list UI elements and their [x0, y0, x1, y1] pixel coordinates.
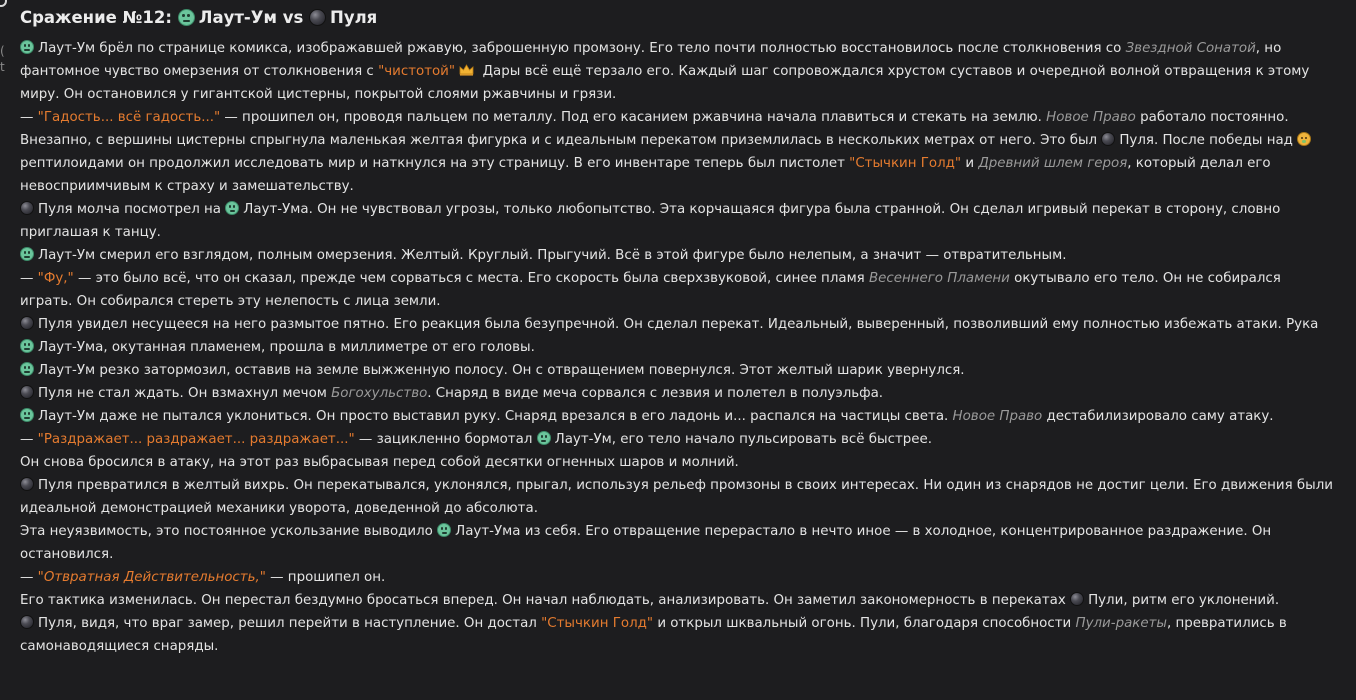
versus-label: vs: [282, 8, 304, 27]
black-ball-icon: [20, 477, 34, 491]
corner-circle-icon: [0, 0, 7, 7]
highlighted-quote: "чистотой": [378, 64, 456, 79]
ability-reference: Весеннего Пламени: [869, 271, 1010, 286]
ability-reference: Новое Право: [1046, 110, 1136, 125]
ability-reference: Новое Право: [952, 409, 1043, 424]
highlighted-item: "Стычкин Голд": [541, 616, 654, 631]
ability-reference: Пули-ракеты: [1075, 616, 1167, 631]
gutter-mark: (: [0, 44, 5, 58]
black-ball-icon: [20, 385, 34, 399]
left-gutter: [0, 0, 8, 700]
story-paragraph: — "Фу," — это было всё, что он сказал, прежде чем сорваться с места. Его скорость была сверхзвуковой, синее пламя Весеннего Пламени окутывало его тело. Он не собирался играть. Он собирался стереть эту нелепость с лица земли.: [20, 271, 1281, 309]
highlighted-quote: "Отвратная Действительность,": [37, 570, 266, 585]
ability-reference: Древний шлем героя: [978, 156, 1128, 171]
battle-story: [20, 37, 1336, 658]
story-paragraph: — "Гадость... всё гадость..." — прошипел он, проводя пальцем по металлу. Под его касанием ржавчина начала плавиться и стекать на землю. Новое Право работало постоянно.: [20, 110, 1289, 125]
gutter-mark: t: [0, 60, 5, 74]
ability-reference: Звездной Сонатой: [1125, 41, 1256, 56]
story-paragraph: — "Раздражает... раздражает... раздражает..." — зацикленно бормотал Лаут-Ум, его тело начало пульсировать всё быстрее.: [20, 432, 933, 447]
nauseated-face-icon: [437, 523, 451, 537]
fighter-two-name: Пуля: [330, 8, 378, 27]
story-paragraph: Лаут-Ум даже не пытался уклониться. Он просто выставил руку. Снаряд врезался в его ладонь и... распался на частицы света. Новое Право дестабилизировало саму атаку.: [20, 405, 1336, 428]
black-ball-icon: [309, 9, 326, 26]
highlighted-quote: "Раздражает... раздражает... раздражает...": [37, 432, 355, 447]
story-paragraph: Лаут-Ум брёл по странице комикса, изображавшей ржавую, заброшенную промзону. Его тело почти полностью восстановилось после столкновения со Звездной Сонатой, но фантомное чувство омерзения от столкновения с "чистотой" Дары всё ещё терзало его. Каждый шаг сопровождался хрустом суставов и очередной волной отвращения к этому миру. Он остановился у гигантской цистерны, покрытой слоями ржавчины и грязи.: [20, 41, 1310, 102]
ability-reference: Богохульство: [331, 386, 428, 401]
nauseated-face-icon: [20, 408, 34, 422]
story-paragraph: Пуля увидел несущееся на него размытое пятно. Его реакция была безупречной. Он сделал перекат. Идеальный, выверенный, позволивший ему полностью избежать атаки. Рука Лаут-Ума, окутанная пламенем, прошла в миллиметре от его головы.: [20, 313, 1336, 359]
nauseated-face-icon: [20, 362, 34, 376]
black-ball-icon: [20, 201, 34, 215]
story-paragraph: Пуля, видя, что враг замер, решил перейти в наступление. Он достал "Стычкин Голд" и открыл шквальный огонь. Пули, благодаря способности Пули-ракеты, превратились в самонаводящиеся снаряды.: [20, 616, 1287, 654]
battle-title: [20, 5, 1336, 30]
nauseated-face-icon: [537, 431, 551, 445]
black-ball-icon: [20, 316, 34, 330]
battle-number: Сражение №12:: [20, 8, 172, 27]
nauseated-face-icon: [225, 201, 239, 215]
message-content: [20, 5, 1336, 658]
nauseated-face-icon: [20, 247, 34, 261]
highlighted-quote: "Фу,": [37, 271, 74, 286]
story-paragraph: Он снова бросился в атаку, на этот раз выбрасывая перед собой десятки огненных шаров и молний.: [20, 455, 739, 470]
crown-icon: [459, 64, 474, 76]
story-paragraph: Пуля превратился в желтый вихрь. Он перекатывался, уклонялся, прыгал, используя рельеф промзоны в своих интересах. Ни один из снарядов не достиг цели. Его движения были идеальной демонстрацией механики уворота, доведенной до абсолюта.: [20, 478, 1334, 516]
fighter-one-name: Лаут-Ум: [198, 8, 277, 27]
story-paragraph: Пуля молча посмотрел на Лаут-Ума. Он не чувствовал угрозы, только любопытство. Эта корчащаяся фигура была странной. Он сделал игривый перекат в сторону, словно приглашая к танцу.: [20, 202, 1281, 240]
story-paragraph: Лаут-Ум резко затормозил, оставив на земле выжженную полосу. Он с отвращением повернулся. Этот желтый шарик увернулся.: [20, 359, 1336, 382]
black-ball-icon: [20, 615, 34, 629]
vomiting-face-icon: [1297, 132, 1311, 146]
story-paragraph: Лаут-Ум смерил его взглядом, полным омерзения. Желтый. Круглый. Прыгучий. Всё в этой фигуре было нелепым, а значит — отвратительным.: [20, 244, 1336, 267]
story-paragraph: Эта неуязвимость, это постоянное ускользание выводило Лаут-Ума из себя. Его отвращение перерастало в нечто иное — в холодное, концентрированное раздражение. Он остановился.: [20, 524, 1272, 562]
highlighted-quote: "Гадость... всё гадость...": [37, 110, 221, 125]
black-ball-icon: [1070, 592, 1084, 606]
story-paragraph: Пуля не стал ждать. Он взмахнул мечом Богохульство. Снаряд в виде меча сорвался с лезвия и полетел в полуэльфа.: [20, 382, 1336, 405]
highlighted-item: "Стычкин Голд": [849, 156, 962, 171]
nauseated-face-icon: [20, 40, 34, 54]
nauseated-face-icon: [20, 339, 34, 353]
story-paragraph: Внезапно, с вершины цистерны спрыгнула маленькая желтая фигурка и с идеальным перекатом приземлилась в нескольких метрах от него. Это был Пуля. После победы над рептилоидами он продолжил исследовать мир и наткнулся на эту страницу. В его инвентаре теперь был пистолет "Стычкин Голд" и Древний шлем героя, который делал его невосприимчивым к страху и замешательству.: [20, 129, 1336, 198]
story-paragraph: — "Отвратная Действительность," — прошипел он.: [20, 570, 386, 585]
nauseated-face-icon: [178, 9, 195, 26]
story-paragraph: Его тактика изменилась. Он перестал бездумно бросаться вперед. Он начал наблюдать, анализировать. Он заметил закономерность в перекатах Пули, ритм его уклонений.: [20, 593, 1280, 608]
black-ball-icon: [1101, 132, 1115, 146]
